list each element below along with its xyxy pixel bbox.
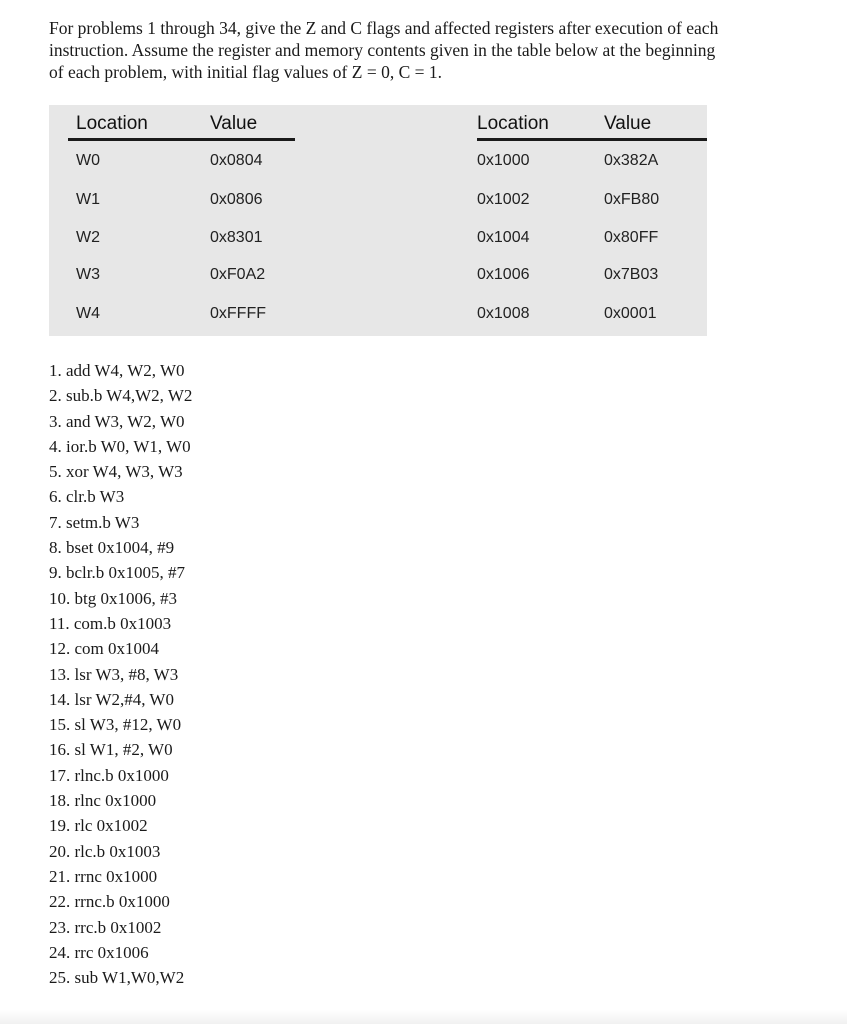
instructions-line: of each problem, with initial flag values of Z = 0, C = 1.: [49, 62, 442, 82]
register-memory-table: [49, 105, 707, 336]
list-item: 9. bclr.b 0x1005, #7: [49, 563, 185, 583]
list-item: 11. com.b 0x1003: [49, 613, 172, 633]
list-item: 16. sl W1, #2, W0: [49, 740, 173, 760]
list-item: 2. sub.b W4,W2, W2: [49, 386, 193, 406]
list-item: 17. rlnc.b 0x1000: [49, 765, 169, 785]
list-item: 7. setm.b W3: [49, 512, 140, 532]
list-item: 22. rrnc.b 0x1000: [49, 892, 170, 912]
header-location: Location: [477, 113, 549, 134]
list-item: 23. rrc.b 0x1002: [49, 917, 162, 937]
header-divider: [68, 138, 295, 141]
memory-address: 0x1002: [477, 191, 530, 208]
list-item: 18. rlnc 0x1000: [49, 791, 157, 811]
header-location: Location: [76, 113, 148, 134]
list-item: 25. sub W1,W0,W2: [49, 968, 185, 988]
list-item: 19. rlc 0x1002: [49, 816, 148, 836]
instructions-paragraph: [49, 17, 809, 83]
memory-value: 0x7B03: [604, 266, 659, 283]
list-item: 14. lsr W2,#4, W0: [49, 689, 174, 709]
register-name: W3: [76, 266, 100, 283]
register-name: W4: [76, 305, 100, 322]
header-value: Value: [604, 113, 652, 134]
memory-address: 0x1000: [477, 152, 530, 169]
memory-address: 0x1006: [477, 266, 530, 283]
list-item: 20. rlc.b 0x1003: [49, 841, 161, 861]
page-bottom-edge: [0, 1010, 847, 1024]
list-item: 13. lsr W3, #8, W3: [49, 664, 179, 684]
register-name: W0: [76, 152, 100, 169]
register-name: W2: [76, 229, 100, 246]
memory-value: 0x80FF: [604, 229, 659, 246]
memory-address: 0x1008: [477, 305, 530, 322]
register-value: 0xFFFF: [210, 305, 266, 322]
list-item: 10. btg 0x1006, #3: [49, 588, 177, 608]
list-item: 1. add W4, W2, W0: [49, 361, 185, 380]
list-item: 3. and W3, W2, W0: [49, 411, 185, 431]
register-value: 0x0804: [210, 152, 263, 169]
register-value: 0x8301: [210, 229, 263, 246]
memory-address: 0x1004: [477, 229, 530, 246]
memory-value: 0x382A: [604, 152, 659, 169]
list-item: 8. bset 0x1004, #9: [49, 538, 175, 558]
register-value: 0x0806: [210, 191, 263, 208]
memory-value: 0xFB80: [604, 191, 660, 208]
memory-value: 0x0001: [604, 305, 657, 322]
register-name: W1: [76, 191, 100, 208]
list-item: 12. com 0x1004: [49, 639, 160, 659]
register-value: 0xF0A2: [210, 266, 266, 283]
list-item: 5. xor W4, W3, W3: [49, 462, 183, 482]
list-item: 4. ior.b W0, W1, W0: [49, 436, 191, 456]
list-item: 21. rrnc 0x1000: [49, 866, 158, 886]
header-divider: [477, 138, 707, 141]
instructions-line: instruction. Assume the register and memory contents given in the table below at the beginning: [49, 40, 716, 60]
header-value: Value: [210, 113, 258, 134]
problem-list: [49, 358, 192, 990]
list-item: 15. sl W3, #12, W0: [49, 715, 182, 735]
instructions-line: For problems 1 through 34, give the Z and C flags and affected registers after execution of each: [49, 18, 719, 38]
list-item: 6. clr.b W3: [49, 487, 125, 507]
list-item: 24. rrc 0x1006: [49, 942, 149, 962]
